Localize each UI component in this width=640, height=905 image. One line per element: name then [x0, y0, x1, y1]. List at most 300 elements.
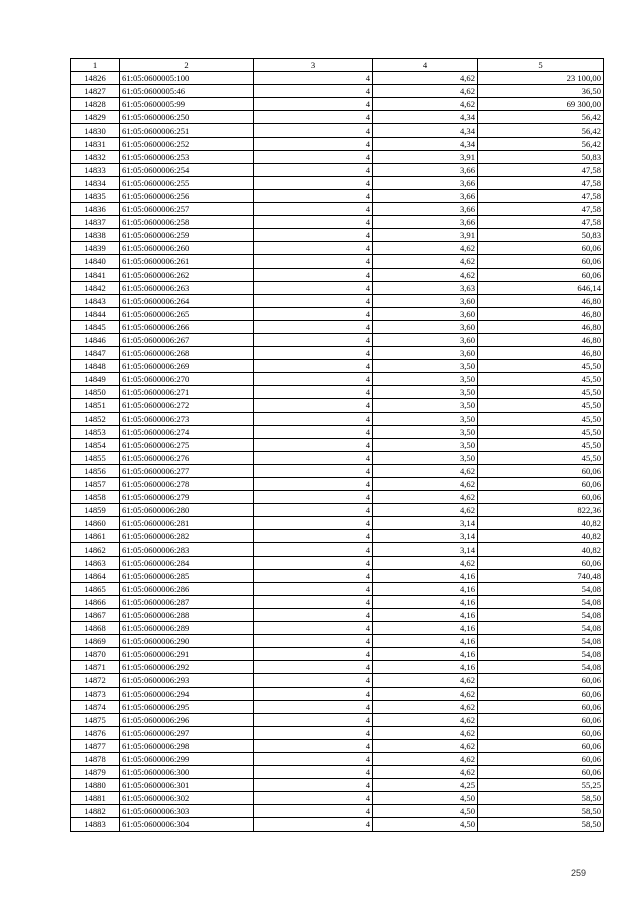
table-cell-col-3: 4 [254, 661, 373, 674]
table-cell-col-2: 61:05:0600006:250 [120, 111, 254, 124]
table-cell-col-2: 61:05:0600006:267 [120, 333, 254, 346]
table-cell-col-4: 3,60 [373, 320, 478, 333]
table-cell-col-4: 4,62 [373, 504, 478, 517]
table-cell-col-1: 14828 [71, 98, 120, 111]
table-cell-col-4: 4,62 [373, 491, 478, 504]
table-cell-col-5: 47,58 [478, 216, 604, 229]
table-cell-col-4: 3,66 [373, 203, 478, 216]
table-cell-col-5: 58,50 [478, 818, 604, 831]
table-cell-col-1: 14836 [71, 203, 120, 216]
table-cell-col-3: 4 [254, 674, 373, 687]
table-cell-col-5: 45,50 [478, 360, 604, 373]
table-cell-col-3: 4 [254, 530, 373, 543]
table-cell-col-4: 3,50 [373, 399, 478, 412]
table-cell-col-3: 4 [254, 72, 373, 85]
table-cell-col-5: 60,06 [478, 478, 604, 491]
table-cell-col-1: 14883 [71, 818, 120, 831]
header-row [71, 59, 604, 72]
table-cell-col-3: 4 [254, 150, 373, 163]
table-cell-col-1: 14838 [71, 229, 120, 242]
table-row [71, 347, 604, 360]
table-row [71, 700, 604, 713]
table-cell-col-5: 60,06 [478, 687, 604, 700]
table-row [71, 622, 604, 635]
table-cell-col-1: 14858 [71, 491, 120, 504]
table-cell-col-1: 14846 [71, 333, 120, 346]
table-cell-col-4: 3,50 [373, 373, 478, 386]
table-cell-col-3: 4 [254, 687, 373, 700]
table-cell-col-2: 61:05:0600006:288 [120, 608, 254, 621]
table-cell-col-4: 4,62 [373, 700, 478, 713]
table-cell-col-4: 3,50 [373, 386, 478, 399]
table-cell-col-5: 46,80 [478, 347, 604, 360]
table-cell-col-1: 14854 [71, 438, 120, 451]
table-cell-col-4: 4,16 [373, 569, 478, 582]
table-cell-col-1: 14860 [71, 517, 120, 530]
table-cell-col-4: 4,16 [373, 648, 478, 661]
table-row [71, 582, 604, 595]
table-row [71, 648, 604, 661]
table-cell-col-4: 4,62 [373, 268, 478, 281]
table-cell-col-3: 4 [254, 726, 373, 739]
table-cell-col-1: 14855 [71, 451, 120, 464]
table-row [71, 360, 604, 373]
table-cell-col-3: 4 [254, 124, 373, 137]
table-cell-col-5: 56,42 [478, 137, 604, 150]
table-cell-col-3: 4 [254, 569, 373, 582]
table-cell-col-2: 61:05:0600006:301 [120, 779, 254, 792]
table-cell-col-4: 4,62 [373, 98, 478, 111]
table-cell-col-1: 14839 [71, 242, 120, 255]
table-row [71, 124, 604, 137]
table-cell-col-1: 14852 [71, 412, 120, 425]
table-cell-col-4: 4,16 [373, 595, 478, 608]
table-cell-col-4: 4,50 [373, 792, 478, 805]
table-cell-col-1: 14857 [71, 478, 120, 491]
table-cell-col-1: 14850 [71, 386, 120, 399]
table-cell-col-5: 69 300,00 [478, 98, 604, 111]
table-cell-col-3: 4 [254, 517, 373, 530]
table-cell-col-1: 14842 [71, 281, 120, 294]
table-cell-col-5: 54,08 [478, 661, 604, 674]
table-row [71, 451, 604, 464]
table-cell-col-3: 4 [254, 818, 373, 831]
table-row [71, 386, 604, 399]
table-cell-col-1: 14867 [71, 608, 120, 621]
table-cell-col-2: 61:05:0600006:282 [120, 530, 254, 543]
table-cell-col-4: 3,66 [373, 189, 478, 202]
table-cell-col-2: 61:05:0600006:274 [120, 425, 254, 438]
table-cell-col-3: 4 [254, 176, 373, 189]
table-cell-col-3: 4 [254, 347, 373, 360]
table-row [71, 752, 604, 765]
table-cell-col-5: 46,80 [478, 333, 604, 346]
table-cell-col-1: 14830 [71, 124, 120, 137]
table-cell-col-5: 45,50 [478, 399, 604, 412]
table-cell-col-4: 4,62 [373, 726, 478, 739]
table-cell-col-5: 47,58 [478, 189, 604, 202]
table-cell-col-1: 14862 [71, 543, 120, 556]
table-cell-col-1: 14827 [71, 85, 120, 98]
table-cell-col-4: 3,66 [373, 216, 478, 229]
table-cell-col-4: 3,50 [373, 425, 478, 438]
table-cell-col-5: 60,06 [478, 491, 604, 504]
table-cell-col-2: 61:05:0600006:299 [120, 752, 254, 765]
table-row [71, 792, 604, 805]
table-cell-col-2: 61:05:0600006:255 [120, 176, 254, 189]
table-row [71, 504, 604, 517]
table-cell-col-3: 4 [254, 255, 373, 268]
table-cell-col-1: 14870 [71, 648, 120, 661]
table-cell-col-1: 14879 [71, 766, 120, 779]
table-cell-col-5: 47,58 [478, 203, 604, 216]
table-cell-col-5: 58,50 [478, 805, 604, 818]
table-cell-col-5: 60,06 [478, 752, 604, 765]
table-row [71, 399, 604, 412]
table-cell-col-3: 4 [254, 216, 373, 229]
table-row [71, 176, 604, 189]
table-cell-col-4: 4,62 [373, 739, 478, 752]
table-cell-col-2: 61:05:0600006:277 [120, 464, 254, 477]
table-row [71, 608, 604, 621]
table-cell-col-4: 3,66 [373, 163, 478, 176]
table-row [71, 137, 604, 150]
table-cell-col-4: 4,62 [373, 464, 478, 477]
table-cell-col-1: 14868 [71, 622, 120, 635]
table-cell-col-2: 61:05:0600006:271 [120, 386, 254, 399]
table-cell-col-2: 61:05:0600005:99 [120, 98, 254, 111]
table-cell-col-1: 14829 [71, 111, 120, 124]
table-cell-col-2: 61:05:0600006:276 [120, 451, 254, 464]
table-row [71, 661, 604, 674]
table-cell-col-4: 3,66 [373, 176, 478, 189]
table-cell-col-2: 61:05:0600006:285 [120, 569, 254, 582]
table-row [71, 72, 604, 85]
table-cell-col-1: 14856 [71, 464, 120, 477]
table-cell-col-2: 61:05:0600006:296 [120, 713, 254, 726]
table-cell-col-1: 14880 [71, 779, 120, 792]
table-cell-col-1: 14877 [71, 739, 120, 752]
table-cell-col-1: 14847 [71, 347, 120, 360]
table-row [71, 229, 604, 242]
table-cell-col-5: 23 100,00 [478, 72, 604, 85]
table-cell-col-5: 40,82 [478, 530, 604, 543]
table-cell-col-4: 3,91 [373, 229, 478, 242]
table-cell-col-4: 4,16 [373, 635, 478, 648]
table-cell-col-2: 61:05:0600006:263 [120, 281, 254, 294]
table-cell-col-3: 4 [254, 163, 373, 176]
table-row [71, 491, 604, 504]
table-cell-col-3: 4 [254, 111, 373, 124]
table-cell-col-5: 36,50 [478, 85, 604, 98]
table-cell-col-3: 4 [254, 137, 373, 150]
table-cell-col-5: 47,58 [478, 163, 604, 176]
table-cell-col-4: 4,62 [373, 713, 478, 726]
table-cell-col-2: 61:05:0600005:46 [120, 85, 254, 98]
table-cell-col-2: 61:05:0600006:286 [120, 582, 254, 595]
table-cell-col-2: 61:05:0600006:297 [120, 726, 254, 739]
table-cell-col-4: 4,62 [373, 752, 478, 765]
table-cell-col-2: 61:05:0600006:265 [120, 307, 254, 320]
table-cell-col-1: 14871 [71, 661, 120, 674]
table-cell-col-2: 61:05:0600006:279 [120, 491, 254, 504]
table-cell-col-5: 60,06 [478, 700, 604, 713]
table-row [71, 307, 604, 320]
data-table [70, 58, 604, 832]
table-cell-col-3: 4 [254, 333, 373, 346]
table-row [71, 674, 604, 687]
table-cell-col-4: 4,62 [373, 674, 478, 687]
table-cell-col-5: 60,06 [478, 726, 604, 739]
table-cell-col-4: 4,62 [373, 478, 478, 491]
table-cell-col-5: 50,83 [478, 150, 604, 163]
table-cell-col-2: 61:05:0600006:300 [120, 766, 254, 779]
column-header-4: 4 [373, 59, 478, 72]
table-cell-col-3: 4 [254, 85, 373, 98]
table-cell-col-1: 14873 [71, 687, 120, 700]
table-cell-col-5: 45,50 [478, 425, 604, 438]
table-cell-col-5: 646,14 [478, 281, 604, 294]
table-row [71, 216, 604, 229]
table-row [71, 333, 604, 346]
table-cell-col-1: 14878 [71, 752, 120, 765]
table-cell-col-3: 4 [254, 635, 373, 648]
table-cell-col-2: 61:05:0600006:289 [120, 622, 254, 635]
table-cell-col-3: 4 [254, 582, 373, 595]
table-cell-col-3: 4 [254, 766, 373, 779]
table-cell-col-5: 740,48 [478, 569, 604, 582]
table-cell-col-1: 14843 [71, 294, 120, 307]
table-cell-col-4: 4,16 [373, 661, 478, 674]
table-cell-col-3: 4 [254, 478, 373, 491]
table-cell-col-4: 4,25 [373, 779, 478, 792]
table-cell-col-5: 47,58 [478, 176, 604, 189]
table-row [71, 412, 604, 425]
table-cell-col-3: 4 [254, 229, 373, 242]
table-row [71, 478, 604, 491]
table-cell-col-4: 4,16 [373, 608, 478, 621]
table-cell-col-1: 14832 [71, 150, 120, 163]
table-cell-col-4: 4,62 [373, 255, 478, 268]
table-cell-col-4: 4,16 [373, 582, 478, 595]
table-cell-col-4: 4,50 [373, 818, 478, 831]
table-row [71, 818, 604, 831]
table-cell-col-5: 60,06 [478, 255, 604, 268]
table-cell-col-3: 4 [254, 242, 373, 255]
table-row [71, 281, 604, 294]
table-cell-col-2: 61:05:0600006:252 [120, 137, 254, 150]
table-body [71, 72, 604, 831]
table-cell-col-2: 61:05:0600006:251 [120, 124, 254, 137]
table-cell-col-5: 60,06 [478, 556, 604, 569]
table-row [71, 150, 604, 163]
table-cell-col-3: 4 [254, 700, 373, 713]
table-cell-col-2: 61:05:0600006:302 [120, 792, 254, 805]
table-row [71, 635, 604, 648]
table-cell-col-5: 45,50 [478, 412, 604, 425]
table-cell-col-1: 14851 [71, 399, 120, 412]
table-cell-col-3: 4 [254, 608, 373, 621]
table-row [71, 242, 604, 255]
table-cell-col-1: 14835 [71, 189, 120, 202]
table-cell-col-5: 60,06 [478, 464, 604, 477]
table-cell-col-1: 14876 [71, 726, 120, 739]
table-cell-col-1: 14833 [71, 163, 120, 176]
column-header-1: 1 [71, 59, 120, 72]
table-cell-col-3: 4 [254, 373, 373, 386]
table-cell-col-3: 4 [254, 595, 373, 608]
page-number: 259 [570, 868, 586, 878]
table-cell-col-3: 4 [254, 752, 373, 765]
table-cell-col-5: 60,06 [478, 713, 604, 726]
table-cell-col-2: 61:05:0600006:262 [120, 268, 254, 281]
table-cell-col-5: 54,08 [478, 635, 604, 648]
table-cell-col-4: 3,63 [373, 281, 478, 294]
table-cell-col-2: 61:05:0600006:290 [120, 635, 254, 648]
table-cell-col-1: 14841 [71, 268, 120, 281]
table-cell-col-5: 45,50 [478, 451, 604, 464]
table-cell-col-2: 61:05:0600006:275 [120, 438, 254, 451]
table-cell-col-4: 4,62 [373, 766, 478, 779]
table-cell-col-3: 4 [254, 281, 373, 294]
table-cell-col-5: 45,50 [478, 438, 604, 451]
table-cell-col-1: 14853 [71, 425, 120, 438]
table-cell-col-4: 3,50 [373, 451, 478, 464]
table-cell-col-3: 4 [254, 543, 373, 556]
column-header-2: 2 [120, 59, 254, 72]
table-row [71, 766, 604, 779]
table-row [71, 268, 604, 281]
table-cell-col-4: 3,60 [373, 307, 478, 320]
table-cell-col-2: 61:05:0600005:100 [120, 72, 254, 85]
table-row [71, 163, 604, 176]
table-cell-col-2: 61:05:0600006:278 [120, 478, 254, 491]
table-cell-col-5: 822,36 [478, 504, 604, 517]
table-row [71, 85, 604, 98]
table-cell-col-1: 14845 [71, 320, 120, 333]
table-row [71, 726, 604, 739]
table-cell-col-2: 61:05:0600006:269 [120, 360, 254, 373]
table-cell-col-3: 4 [254, 438, 373, 451]
table-cell-col-3: 4 [254, 556, 373, 569]
table-row [71, 530, 604, 543]
table-row [71, 203, 604, 216]
table-cell-col-4: 4,34 [373, 124, 478, 137]
table-row [71, 556, 604, 569]
table-cell-col-1: 14834 [71, 176, 120, 189]
table-cell-col-5: 54,08 [478, 595, 604, 608]
table-cell-col-3: 4 [254, 203, 373, 216]
table-cell-col-1: 14826 [71, 72, 120, 85]
table-cell-col-2: 61:05:0600006:292 [120, 661, 254, 674]
table-cell-col-5: 60,06 [478, 268, 604, 281]
table-cell-col-3: 4 [254, 425, 373, 438]
table-cell-col-3: 4 [254, 779, 373, 792]
table-cell-col-3: 4 [254, 491, 373, 504]
table-cell-col-4: 4,62 [373, 242, 478, 255]
table-row [71, 569, 604, 582]
table-row [71, 320, 604, 333]
table-cell-col-4: 4,34 [373, 111, 478, 124]
table-cell-col-5: 60,06 [478, 242, 604, 255]
table-cell-col-5: 54,08 [478, 622, 604, 635]
table-cell-col-3: 4 [254, 451, 373, 464]
table-cell-col-2: 61:05:0600006:295 [120, 700, 254, 713]
table-cell-col-3: 4 [254, 464, 373, 477]
table-cell-col-4: 4,62 [373, 556, 478, 569]
table-cell-col-2: 61:05:0600006:287 [120, 595, 254, 608]
table-cell-col-3: 4 [254, 792, 373, 805]
column-header-3: 3 [254, 59, 373, 72]
table-cell-col-5: 54,08 [478, 648, 604, 661]
table-cell-col-3: 4 [254, 98, 373, 111]
table-row [71, 543, 604, 556]
table-cell-col-5: 40,82 [478, 543, 604, 556]
table-cell-col-2: 61:05:0600006:273 [120, 412, 254, 425]
table-cell-col-4: 3,60 [373, 294, 478, 307]
table-cell-col-5: 54,08 [478, 582, 604, 595]
table-cell-col-2: 61:05:0600006:264 [120, 294, 254, 307]
table-cell-col-5: 40,82 [478, 517, 604, 530]
table-cell-col-4: 3,14 [373, 530, 478, 543]
table-cell-col-2: 61:05:0600006:256 [120, 189, 254, 202]
column-header-5: 5 [478, 59, 604, 72]
table-row [71, 425, 604, 438]
table-cell-col-3: 4 [254, 412, 373, 425]
table-cell-col-2: 61:05:0600006:260 [120, 242, 254, 255]
table-cell-col-3: 4 [254, 268, 373, 281]
table-cell-col-2: 61:05:0600006:261 [120, 255, 254, 268]
table-row [71, 805, 604, 818]
table-row [71, 687, 604, 700]
table-cell-col-2: 61:05:0600006:253 [120, 150, 254, 163]
table-cell-col-3: 4 [254, 294, 373, 307]
table-cell-col-2: 61:05:0600006:298 [120, 739, 254, 752]
table-row [71, 779, 604, 792]
table-cell-col-5: 58,50 [478, 792, 604, 805]
table-cell-col-2: 61:05:0600006:280 [120, 504, 254, 517]
table-cell-col-3: 4 [254, 504, 373, 517]
table-row [71, 294, 604, 307]
table-cell-col-4: 4,62 [373, 85, 478, 98]
table-cell-col-1: 14840 [71, 255, 120, 268]
table-cell-col-4: 3,91 [373, 150, 478, 163]
table-cell-col-2: 61:05:0600006:283 [120, 543, 254, 556]
table-row [71, 255, 604, 268]
table-cell-col-4: 4,34 [373, 137, 478, 150]
table-cell-col-1: 14869 [71, 635, 120, 648]
table-cell-col-2: 61:05:0600006:304 [120, 818, 254, 831]
table-cell-col-1: 14848 [71, 360, 120, 373]
table-cell-col-5: 46,80 [478, 294, 604, 307]
table-cell-col-1: 14837 [71, 216, 120, 229]
table-cell-col-3: 4 [254, 713, 373, 726]
table-cell-col-1: 14859 [71, 504, 120, 517]
table-cell-col-5: 60,06 [478, 739, 604, 752]
table-cell-col-4: 4,62 [373, 72, 478, 85]
table-cell-col-2: 61:05:0600006:294 [120, 687, 254, 700]
table-cell-col-4: 3,50 [373, 438, 478, 451]
table-cell-col-1: 14874 [71, 700, 120, 713]
table-cell-col-2: 61:05:0600006:291 [120, 648, 254, 661]
table-cell-col-4: 4,62 [373, 687, 478, 700]
table-cell-col-4: 4,16 [373, 622, 478, 635]
table-cell-col-5: 46,80 [478, 320, 604, 333]
table-cell-col-4: 3,50 [373, 412, 478, 425]
table-cell-col-1: 14863 [71, 556, 120, 569]
table-cell-col-3: 4 [254, 360, 373, 373]
table-row [71, 189, 604, 202]
